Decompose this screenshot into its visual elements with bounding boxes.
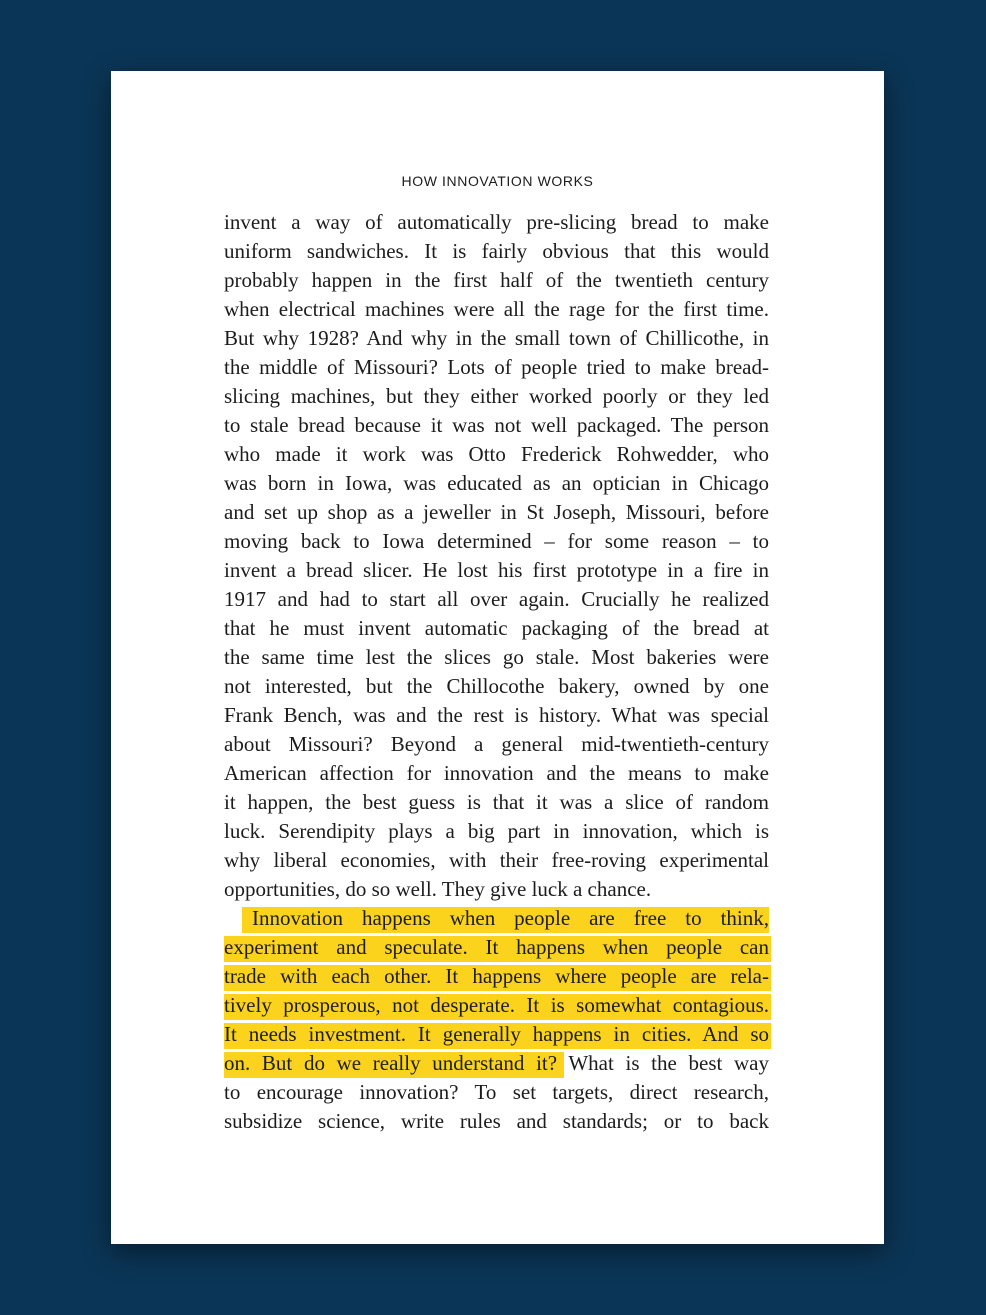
highlighted-line: on. But do we really understand it? What is the best way <box>224 1049 769 1078</box>
text-line: opportunities, do so well. They give luck a chance. <box>224 877 652 901</box>
text-line: when electrical machines were all the rage for the first time. <box>224 297 769 321</box>
text-line: who made it work was Otto Frederick Rohwedder, who <box>224 442 769 466</box>
text-line: 1917 and had to start all over again. Crucially he realized <box>224 587 769 611</box>
highlighted-line: experiment and speculate. It happens when people can <box>224 933 769 962</box>
text-line: about Missouri? Beyond a general mid-twentieth-century <box>224 732 769 756</box>
text-line: the middle of Missouri? Lots of people tried to make bread- <box>224 355 769 379</box>
text-line: probably happen in the first half of the twentieth century <box>224 268 769 292</box>
running-head: HOW INNOVATION WORKS <box>401 173 594 189</box>
text-line: invent a way of automatically pre-slicing bread to make <box>224 210 769 234</box>
text-line: was born in Iowa, was educated as an optician in Chicago <box>224 471 769 495</box>
text-line: to encourage innovation? To set targets, direct research, <box>224 1080 769 1104</box>
text-line: uniform sandwiches. It is fairly obvious that this would <box>224 239 769 263</box>
book-page <box>111 71 884 1244</box>
text-line: that he must invent automatic packaging of the bread at <box>224 616 769 640</box>
text-line: and set up shop as a jeweller in St Joseph, Missouri, before <box>224 500 769 524</box>
text-line: the same time lest the slices go stale. Most bakeries were <box>224 645 769 669</box>
text-line: subsidize science, write rules and standards; or to back <box>224 1109 769 1133</box>
highlighted-line: trade with each other. It happens where people are rela- <box>224 962 769 991</box>
text-line: luck. Serendipity plays a big part in innovation, which is <box>224 819 769 843</box>
body-text <box>224 208 769 1136</box>
text-line: invent a bread slicer. He lost his first prototype in a fire in <box>224 558 769 582</box>
text-line: But why 1928? And why in the small town of Chillicothe, in <box>224 326 769 350</box>
highlighted-line: It needs investment. It generally happens in cities. And so <box>224 1020 769 1049</box>
text-line: to stale bread because it was not well packaged. The person <box>224 413 769 437</box>
text-line: not interested, but the Chillocothe bakery, owned by one <box>224 674 769 698</box>
text-line: it happen, the best guess is that it was a slice of random <box>224 790 769 814</box>
highlighted-line: Innovation happens when people are free to think, <box>224 904 769 933</box>
text-line: Frank Bench, was and the rest is history. What was special <box>224 703 769 727</box>
text-line: American affection for innovation and the means to make <box>224 761 769 785</box>
highlighted-line: tively prosperous, not desperate. It is somewhat contagious. <box>224 991 769 1020</box>
text-line: moving back to Iowa determined – for some reason – to <box>224 529 769 553</box>
text-line: why liberal economies, with their free-roving experimental <box>224 848 769 872</box>
text-line: slicing machines, but they either worked poorly or they led <box>224 384 769 408</box>
